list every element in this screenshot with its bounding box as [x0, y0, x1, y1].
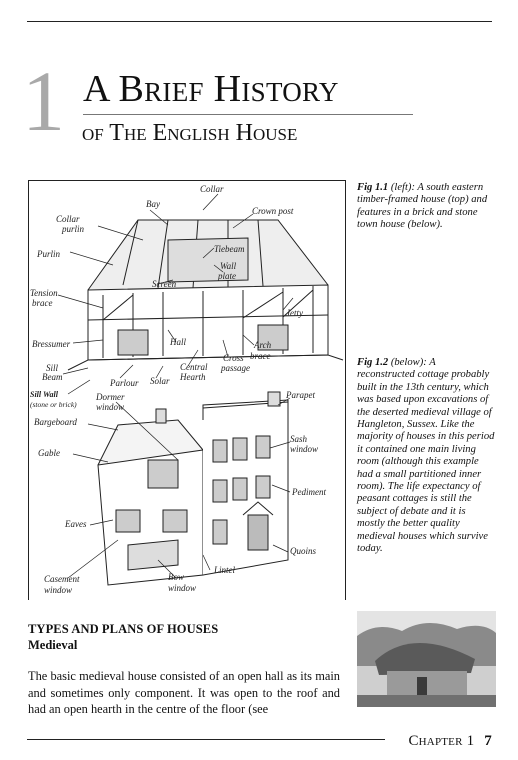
- label-dormer-window-1: Dormer: [96, 392, 125, 402]
- label-arch-brace-2: brace: [250, 351, 271, 361]
- label-bressumer: Bressumer: [32, 339, 71, 349]
- label-hall: Hall: [170, 337, 187, 347]
- label-sill-wall-2: (stone or brick): [30, 400, 77, 409]
- label-tension-brace-2: brace: [32, 298, 53, 308]
- label-tension-brace-1: Tension: [30, 288, 58, 298]
- label-wall-plate-1: Wall: [220, 261, 237, 271]
- label-parapet: Parapet: [286, 390, 315, 400]
- label-gable: Gable: [38, 448, 60, 458]
- footer-chapter-label: Chapter 1: [408, 733, 475, 749]
- label-central-hearth-1: Central: [180, 362, 208, 372]
- label-bay: Bay: [146, 199, 160, 209]
- label-eaves: Eaves: [65, 519, 87, 529]
- title-underline: [83, 114, 413, 115]
- label-purlin: Purlin: [37, 249, 61, 259]
- top-rule: [27, 21, 492, 22]
- figure-1-1-caption: [357, 182, 495, 232]
- figure-1-1-caption-label: Fig 1.1: [357, 182, 389, 193]
- label-solar: Solar: [150, 376, 170, 386]
- label-bow-window-2: window: [168, 583, 197, 593]
- label-collar: Collar: [200, 184, 224, 194]
- label-sill-beam-2: Beam: [42, 372, 63, 382]
- figure-1-2-caption: [357, 357, 495, 556]
- label-screen: Screen: [152, 279, 177, 289]
- figure-1-2-caption-text: (below): A reconstructed cottage probably built in the 13th century, which was based upon excavations of the deserted medieval village of Hangleton, Sussex. Like the majority of houses in this period it contained one main living room (although this example had a small partitioned inner room). The life expectancy of peasant cottages is still the subject of debate and it is mostly the better quality medieval houses which survive today.: [357, 357, 495, 555]
- label-tiebeam: Tiebeam: [214, 244, 245, 254]
- town-house-drawing: [98, 392, 288, 585]
- footer-rule: [27, 739, 385, 740]
- label-arch-brace-1: Arch: [254, 340, 272, 350]
- figure-1-2-caption-label: Fig 1.2: [357, 357, 389, 368]
- label-bargeboard: Bargeboard: [34, 417, 77, 427]
- chapter-title: A Brief History: [83, 68, 339, 110]
- label-casement-window-1: Casement: [44, 574, 80, 584]
- label-jetty: Jetty: [286, 308, 303, 318]
- label-sill-beam-1: Sill: [46, 363, 59, 373]
- label-sash-window-2: window: [290, 444, 319, 454]
- chapter-subtitle: of The English House: [82, 120, 298, 146]
- label-bow-window-1: Bow: [168, 572, 185, 582]
- label-sash-window-1: Sash: [290, 434, 308, 444]
- label-pediment: Pediment: [292, 487, 326, 497]
- label-cross-passage-2: passage: [221, 363, 250, 373]
- label-wall-plate-2: plate: [218, 271, 236, 281]
- cottage-photo: [357, 611, 496, 707]
- timber-framed-house-drawing: [68, 220, 343, 370]
- label-central-hearth-2: Hearth: [180, 372, 206, 382]
- label-cross-passage-1: Cross: [223, 353, 244, 363]
- figure-1-1-caption-text: (left): A south eastern timber-framed house (top) and features in a brick and stone town house (below).: [357, 182, 488, 231]
- label-casement-window-2: window: [44, 585, 73, 595]
- label-parlour: Parlour: [110, 378, 139, 388]
- label-lintel: Lintel: [214, 565, 236, 575]
- house-illustration: [28, 180, 346, 600]
- label-quoins: Quoins: [290, 546, 317, 556]
- footer: [408, 733, 492, 750]
- label-collar-purlin-2: purlin: [62, 224, 85, 234]
- section-heading: TYPES AND PLANS OF HOUSES: [28, 622, 219, 636]
- label-dormer-window-2: window: [96, 402, 125, 412]
- section-subheading: Medieval: [28, 638, 78, 652]
- chapter-number: 1: [22, 53, 65, 149]
- label-collar-purlin-1: Collar: [56, 214, 80, 224]
- page-number: 7: [484, 733, 492, 749]
- body-paragraph: The basic medieval house consisted of an open hall as its main and sometimes only component. It was open to the roof and had an open hearth in the centre of the floor (see: [28, 669, 340, 717]
- label-crown-post: Crown post: [252, 206, 294, 216]
- label-sill-wall-1: Sill Wall: [30, 390, 58, 399]
